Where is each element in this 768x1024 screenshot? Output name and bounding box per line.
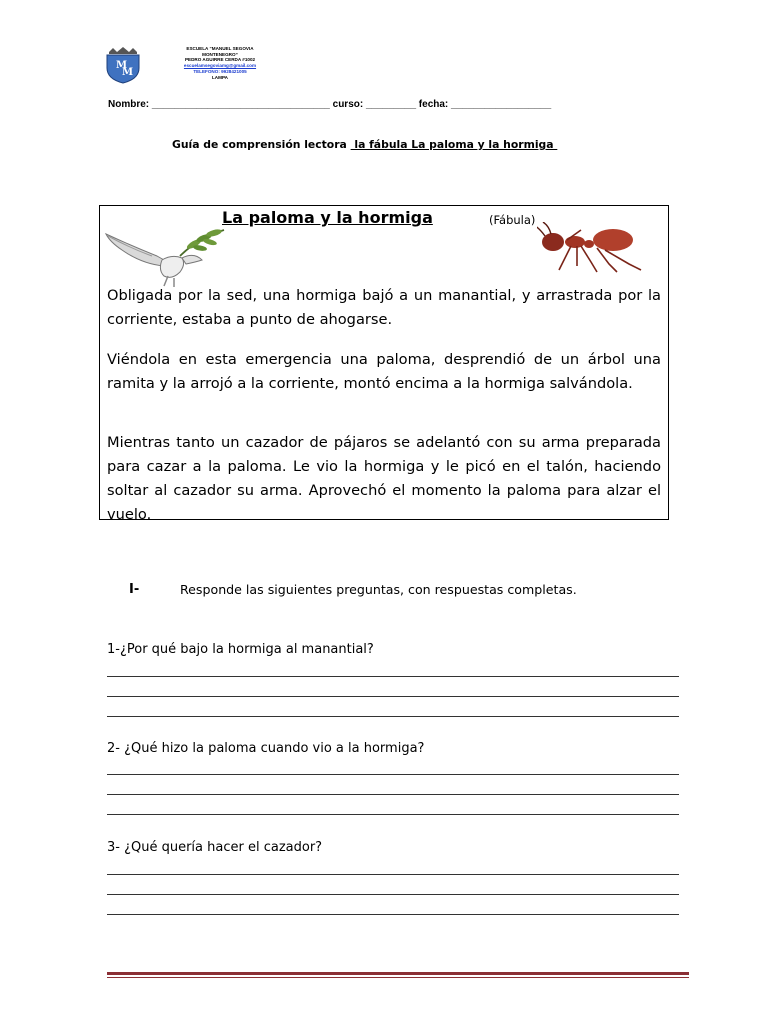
answer-line[interactable] [107, 874, 679, 875]
fable-paragraph-3: Mientras tanto un cazador de pájaros se adelantó con su arma preparada para cazar a la paloma. Le vio la hormiga y le picó en el talón, haciendo soltar al cazador su arma. Aprovechó el momento la paloma para alzar el vuelo. [107, 434, 661, 523]
guide-title-part2: la fábula La paloma y la hormiga [350, 138, 558, 151]
answer-line[interactable] [107, 676, 679, 677]
fable-paragraph-2: Viéndola en esta emergencia una paloma, desprendió de un árbol una ramita y la arrojó a la corriente, montó encima a la hormiga salvándola. [107, 351, 661, 392]
school-info [150, 46, 290, 80]
school-city: LAMPA [212, 74, 228, 80]
answer-line[interactable] [107, 774, 679, 775]
section-number: I- [129, 582, 140, 597]
fable-subtitle: (Fábula) [489, 213, 536, 227]
answer-line[interactable] [107, 914, 679, 915]
svg-text:M: M [122, 67, 134, 78]
dove-icon [102, 220, 232, 290]
footer-rule-thin [107, 977, 689, 978]
svg-text:M: M [116, 60, 128, 71]
fable-paragraph-1: Obligada por la sed, una hormiga bajó a un manantial, y arrastrada por la corriente, estaba a punto de ahogarse. [107, 287, 661, 328]
school-address: PEDRO AGUIRRE CERDA #1002 [184, 57, 256, 63]
guide-title-part1: Guía de comprensión lectora [172, 138, 351, 151]
answer-line[interactable] [107, 814, 679, 815]
footer-rule-thick [107, 972, 689, 975]
school-logo [103, 44, 143, 84]
answer-line[interactable] [107, 894, 679, 895]
question-3: 3- ¿Qué quería hacer el cazador? [107, 840, 323, 855]
ant-icon [537, 222, 661, 274]
student-info-line: Nombre: ________________________________ curso: _________ fecha: __________________ [108, 99, 552, 110]
answer-line[interactable] [107, 794, 679, 795]
answer-line[interactable] [107, 716, 679, 717]
question-1: 1-¿Por qué bajo la hormiga al manantial? [107, 642, 374, 657]
fable-title: La paloma y la hormiga [222, 208, 433, 227]
school-phone: TELEFONO: 9928421005 [193, 68, 247, 74]
answer-line[interactable] [107, 696, 679, 697]
guide-title [172, 138, 557, 151]
school-name-line2: MONTENEGRO” [202, 51, 238, 57]
school-name-line1: ESCUELA “MANUEL SEGOVIA [186, 46, 254, 51]
school-email-link[interactable]: escuelamsegoviamg@gmail.com [183, 63, 257, 69]
question-2: 2- ¿Qué hizo la paloma cuando vio a la hormiga? [107, 741, 425, 756]
section-instruction: Responde las siguientes preguntas, con respuestas completas. [180, 582, 577, 597]
